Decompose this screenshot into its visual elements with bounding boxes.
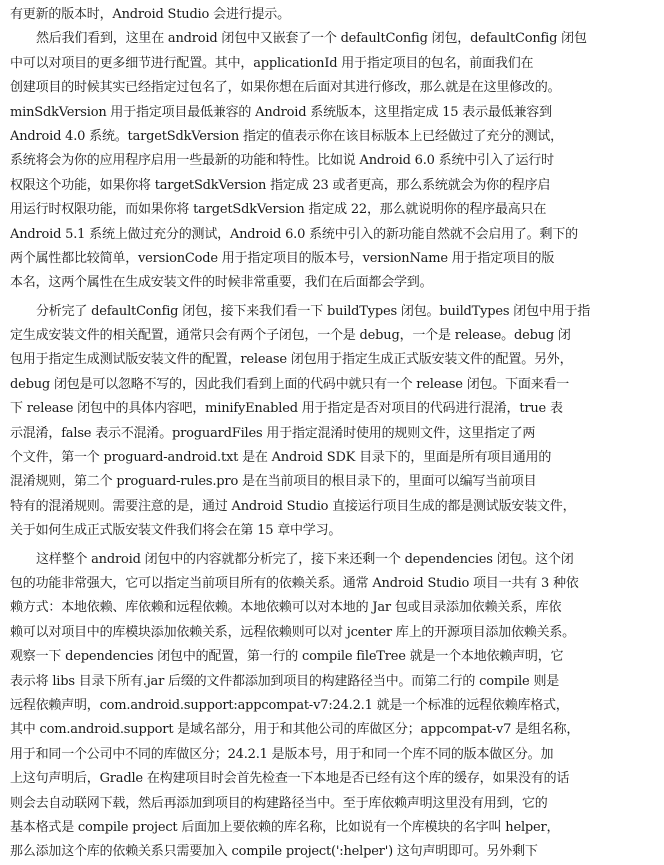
text-line: 远程依赖声明，com.android.support:appcompat-v7:24.2.1 就是一个标准的远程依赖库格式， — [10, 697, 569, 713]
paragraph-start-line: 然后我们看到，这里在 android 闭包中又嵌套了一个 defaultConfig 闭包，defaultConfig 闭包 — [36, 31, 587, 47]
text-line: 赖方式：本地依赖、库依赖和远程依赖。本地依赖可以对本地的 Jar 包或目录添加依赖关系，库依 — [10, 600, 562, 616]
text-line: 那么添加这个库的依赖关系只需要加入 compile project(':helper') 这句声明即可。另外剩下 — [10, 844, 538, 860]
text-line: 系统将会为你的应用程序启用一些最新的功能和特性。比如说 Android 6.0 系统中引入了运行时 — [10, 153, 554, 169]
text-line: 个文件，第一个 proguard-android.txt 是在 Android SDK 目录下的，里面是所有项目通用的 — [10, 450, 552, 466]
text-line: 关于如何生成正式版安装文件我们将会在第 15 章中学习。 — [10, 523, 342, 539]
text-line: 本名，这两个属性在生成安装文件的时候非常重要，我们在后面都会学到。 — [10, 275, 433, 291]
text-line: 示混淆，false 表示不混淆。proguardFiles 用于指定混淆时使用的规则文件，这里指定了两 — [10, 425, 536, 441]
text-line: 下 release 闭包中的具体内容吧，minifyEnabled 用于指定是否对项目的代码进行混淆，true 表 — [10, 401, 563, 417]
text-line: 用于和同一个公司中不同的库做区分；24.2.1 是版本号，用于和同一个库不同的版本做区分。加 — [10, 746, 554, 762]
text-line: Android 4.0 系统。targetSdkVersion 指定的值表示你在该目标版本上已经做过了充分的测试， — [10, 128, 563, 144]
paragraph-start-line: 这样整个 android 闭包中的内容就都分析完了，接下来还剩一个 dependencies 闭包。这个闭 — [36, 551, 574, 567]
text-line: 权限这个功能，如果你将 targetSdkVersion 指定成 23 或者更高，那么系统就会为你的程序启 — [10, 177, 551, 193]
text-line: Android 5.1 系统上做过充分的测试，Android 6.0 系统中引入的新功能自然就不会启用了。剩下的 — [10, 226, 578, 242]
text-line: 混淆规则，第二个 proguard-rules.pro 是在当前项目的根目录下的，里面可以编写当前项目 — [10, 474, 537, 490]
text-line: debug 闭包是可以忽略不写的，因此我们看到上面的代码中就只有一个 release 闭包。下面来看一 — [10, 376, 570, 392]
text-line: 观察一下 dependencies 闭包中的配置，第一行的 compile fileTree 就是一个本地依赖声明，它 — [10, 649, 564, 665]
text-line: 用运行时权限功能，而如果你将 targetSdkVersion 指定成 22，那么就说明你的程序最高只在 — [10, 202, 547, 218]
text-line: 两个属性都比较简单，versionCode 用于指定项目的版本号，versionName 用于指定项目的版 — [10, 250, 555, 266]
text-line: 包的功能非常强大，它可以指定当前项目所有的依赖关系。通常 Android Studio 项目一共有 3 种依 — [10, 575, 579, 591]
text-line: 赖可以对项目中的库模块添加依赖关系，远程依赖则可以对 jcenter 库上的开源项目添加依赖关系。 — [10, 624, 575, 640]
text-line: 有更新的版本时，Android Studio 会进行提示。 — [10, 7, 290, 22]
text-line: minSdkVersion 用于指定项目最低兼容的 Android 系统版本，这里指定成 15 表示最低兼容到 — [10, 104, 552, 120]
text-line: 包用于指定生成测试版安装文件的配置，release 闭包用于指定生成正式版安装文件的配置。另外， — [10, 352, 573, 368]
text-line: 表示将 libs 目录下所有.jar 后缀的文件都添加到项目的构建路径当中。而第二行的 compile 则是 — [10, 673, 560, 689]
text-line: 则会去自动联网下载，然后再添加到项目的构建路径当中。至于库依赖声明这里没有用到，它的 — [10, 795, 548, 811]
text-line: 创建项目的时候其实已经指定过包名了，如果你想在后面对其进行修改，那么就是在这里修改的。 — [10, 80, 561, 96]
text-line: 基本格式是 compile project 后面加上要依赖的库名称，比如说有一个库模块的名字叫 helper， — [10, 819, 560, 835]
text-line: 上这句声明后，Gradle 在构建项目时会首先检查一下本地是否已经有这个库的缓存，如果没有的话 — [10, 771, 570, 787]
text-line: 其中 com.android.support 是域名部分，用于和其他公司的库做区分；appcompat-v7 是组名称， — [10, 722, 580, 738]
text-line: 特有的混淆规则。需要注意的是，通过 Android Studio 直接运行项目生成的都是测试版安装文件， — [10, 498, 576, 514]
text-line: 中可以对项目的更多细节进行配置。其中，applicationId 用于指定项目的包名，前面我们在 — [10, 55, 534, 71]
paragraph-start-line: 分析完了 defaultConfig 闭包，接下来我们看一下 buildTypes 闭包。buildTypes 闭包中用于指 — [36, 303, 591, 319]
text-line: 定生成安装文件的相关配置，通常只会有两个子闭包，一个是 debug，一个是 release。debug 闭 — [10, 328, 571, 344]
